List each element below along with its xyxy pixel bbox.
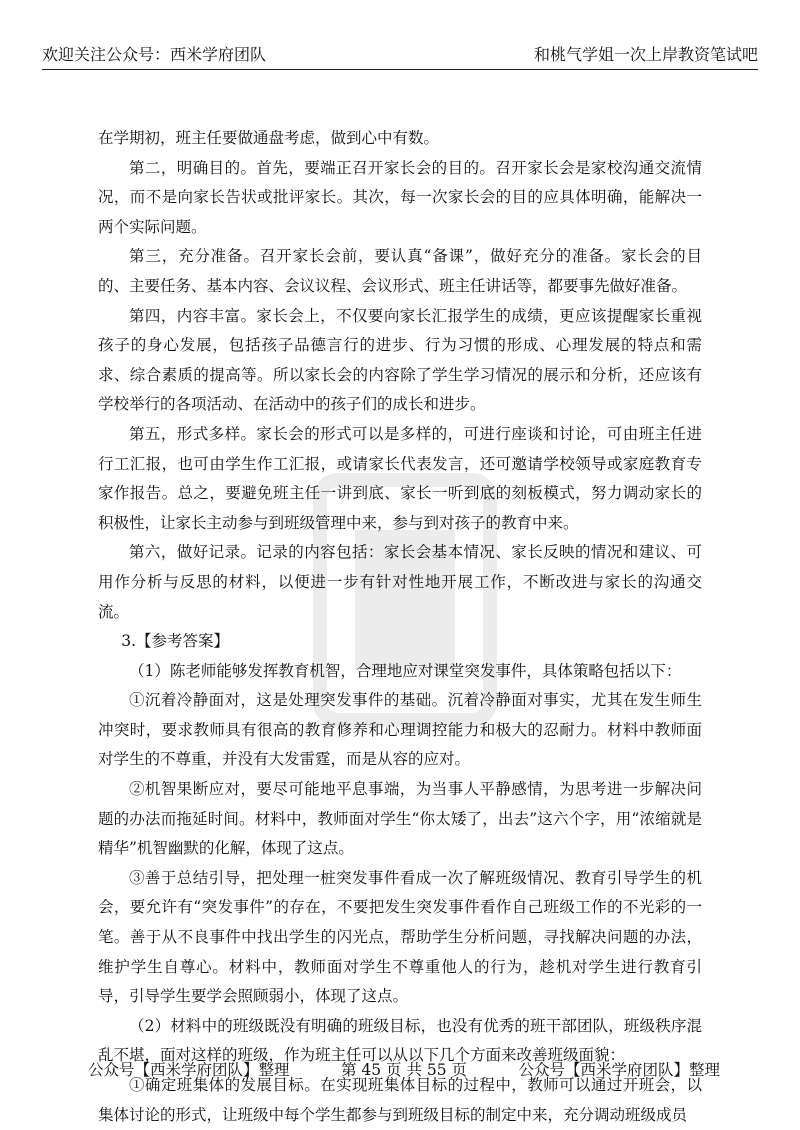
footer-left-text: 公众号【西米学府团队】整理 [88,1061,290,1079]
page-header [42,40,758,70]
page-number: 第 45 页 共 55 页 [340,1061,468,1079]
page-footer [88,1058,720,1080]
answer-part-1-item-1: ①沉着冷静面对，这是处理突发事件的基础。沉着冷静面对事实，尤其在发生师生冲突时，要求教师具有很高的教育修养和心理调控能力和极大的忍耐力。材料中教师面对学生的不尊重，并没有大发雷霆，而是从容的应对。 [98,691,702,769]
paragraph-third-point: 第三，充分准备。召开家长会前，要认真“备课”，做好充分的准备。家长会的目的、主要任务、基本内容、会议议程、会议形式、班主任讲话等，都要事先做好准备。 [98,247,702,295]
answer-part-2-intro: （2）材料中的班级既没有明确的班级目标，也没有优秀的班干部团队，班级秩序混乱不堪，面对这样的班级，作为班主任可以从以下几个方面来改善班级面貌： [98,1016,702,1065]
answer-part-1-intro: （1）陈老师能够发挥教育机智，合理地应对课堂突发事件，具体策略包括以下： [129,661,682,680]
answer-heading: 3.【参考答案】 [121,632,230,651]
header-left-text: 欢迎关注公众号：西米学府团队 [42,45,267,64]
header-right-text: 和桃气学姐一次上岸教资笔试吧 [533,45,758,64]
answer-part-1-item-3: ③善于总结引导，把处理一桩突发事件看成一次了解班级情况、教育引导学生的机会，要允许有“突发事件”的存在，不要把发生突发事件看作自己班级工作的不光彩的一笔。善于从不良事件中找出学生的闪光点，帮助学生分析问题，寻找解决问题的办法，维护学生自尊心。材料中，教师面对学生不尊重他人的行为，趁机对学生进行教育引导，引导学生要学会照顾弱小，体现了这点。 [98,868,702,1006]
answer-part-1-item-2: ②机智果断应对，要尽可能地平息事端，为当事人平静感情，为思考进一步解决问题的办法而拖延时间。材料中，教师面对学生“你太矮了，出去”这六个字，用“浓缩就是精华”机智幽默的化解，体现了这点。 [98,780,702,858]
answer-part-2-item-1: ①确定班集体的发展目标。在实现班集体目标的过程中，教师可以通过开班会，以集体讨论的形式，让班级中每个学生都参与到班级目标的制定中来，充分调动班级成员 [98,1076,702,1124]
paragraph-fourth-point: 第四，内容丰富。家长会上，不仅要向家长汇报学生的成绩，更应该提醒家长重视孩子的身心发展，包括孩子品德言行的进步、行为习惯的形成、心理发展的特点和需求、综合素质的提高等。所以家长会的内容除了学生学习情况的展示和分析，还应该有学校举行的各项活动、在活动中的孩子们的成长和进步。 [98,306,702,414]
document-body [98,124,702,1130]
paragraph-sixth-point: 第六，做好记录。记录的内容包括：家长会基本情况、家长反映的情况和建议、可用作分析与反思的材料，以便进一步有针对性地开展工作，不断改进与家长的沟通交流。 [98,543,702,621]
paragraph-continuation: 在学期初，班主任要做通盘考虑，做到心中有数。 [98,129,440,147]
paragraph-second-point: 第二，明确目的。首先，要端正召开家长会的目的。召开家长会是家校沟通交流情况，而不是向家长告状或批评家长。其次，每一次家长会的目的应具体明确，能解决一两个实际问题。 [98,158,702,236]
paragraph-fifth-point: 第五，形式多样。家长会的形式可以是多样的，可进行座谈和讨论，可由班主任进行工汇报，也可由学生作工汇报，或请家长代表发言，还可邀请学校领导或家庭教育专家作报告。总之，要避免班主任一讲到底、家长一听到底的刻板模式，努力调动家长的积极性，让家长主动参与到班级管理中来，参与到对孩子的教育中来。 [98,424,702,532]
footer-right-text: 公众号【西米学府团队】整理 [518,1061,720,1079]
